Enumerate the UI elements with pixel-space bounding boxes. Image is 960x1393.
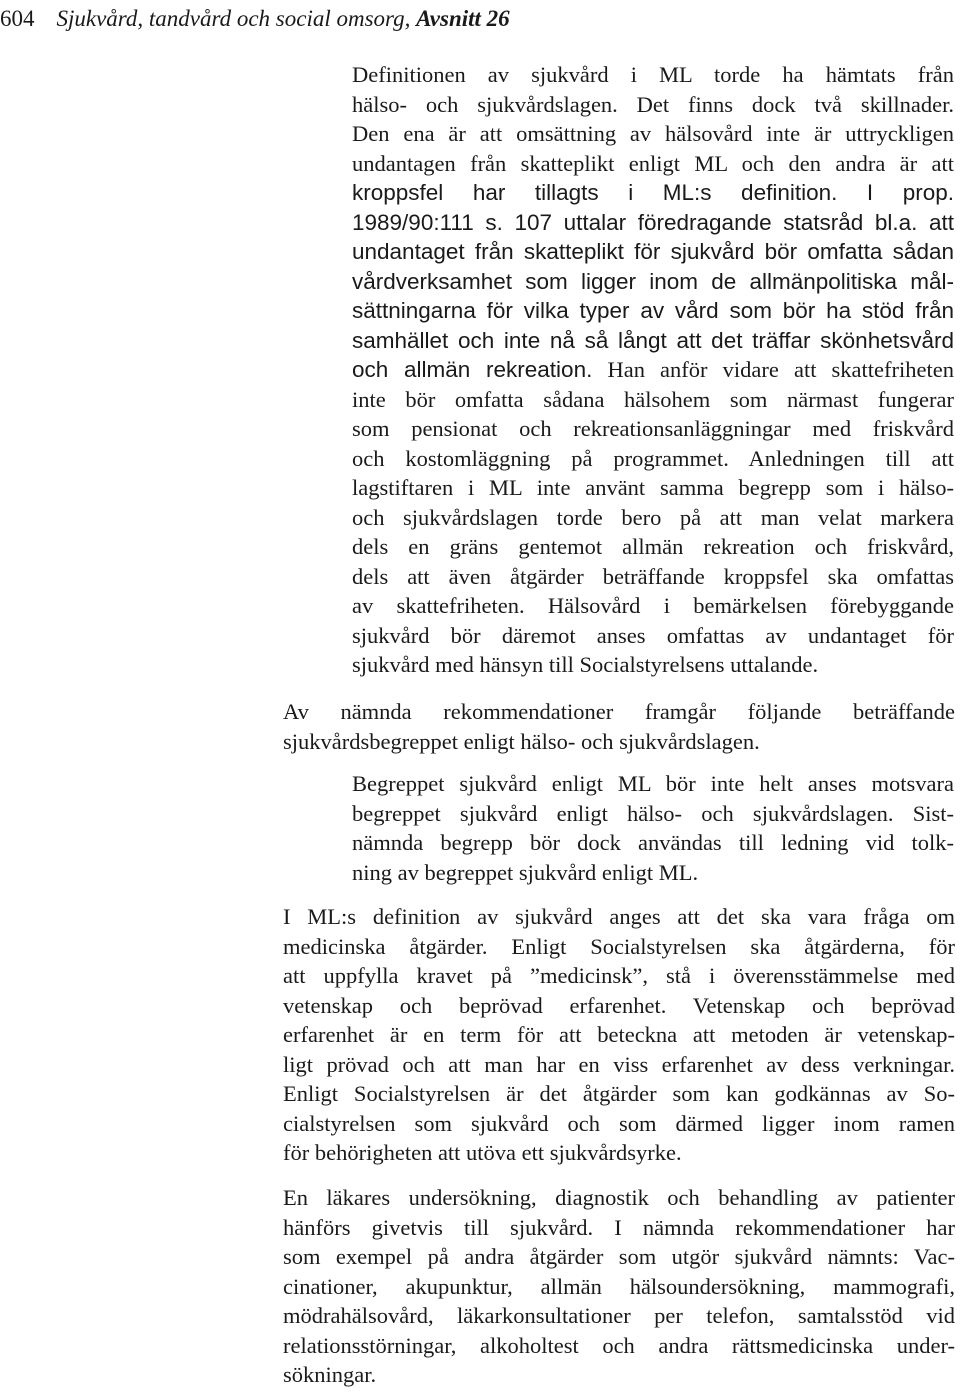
- text-line: [352, 650, 954, 680]
- text-segment: som pensionat och rekreationsanläggningar med friskvård: [352, 416, 954, 441]
- text-segment: Den ena är att omsättning av hälsovård inte är uttryckligen: [352, 121, 954, 146]
- text-line: [283, 1138, 955, 1168]
- text-line: [352, 828, 954, 858]
- text-line: [283, 961, 955, 991]
- text-line: [283, 727, 955, 757]
- text-line: [352, 769, 954, 799]
- text-line: [352, 473, 954, 503]
- text-segment: sjukvårdsbegreppet enligt hälso- och sjukvårdslagen.: [283, 728, 760, 754]
- text-segment: samhället och inte nå så långt att det träffar skönhetsvård: [352, 327, 954, 353]
- text-segment: erfarenhet är en term för att beteckna att metoden är vetenskap-: [283, 1022, 955, 1047]
- text-segment: nämnda begrepp bör dock användas till ledning vid tolk-: [352, 830, 954, 855]
- indented-quote-1: [352, 60, 954, 680]
- text-line: [283, 1272, 955, 1302]
- text-segment: och allmän rekreation.: [352, 357, 593, 382]
- text-line: [352, 326, 954, 356]
- text-segment: relationsstörningar, alkoholtest och andra rättsmedicinska under-: [283, 1332, 955, 1358]
- text-segment: för behörigheten att utöva ett sjukvårdsyrke.: [283, 1140, 682, 1165]
- text-segment: vårdverksamhet som ligger inom de allmänpolitiska mål-: [352, 268, 954, 294]
- chapter-title: Sjukvård, tandvård och social omsorg,: [56, 6, 411, 31]
- text-segment: medicinska åtgärder. Enligt Socialstyrelsen ska åtgärderna, för: [283, 933, 955, 959]
- text-segment: ning av begreppet sjukvård enligt ML.: [352, 859, 699, 885]
- text-segment: dels att även åtgärder beträffande kroppsfel ska omfattas: [352, 563, 954, 589]
- text-segment: och kostomläggning på programmet.: [352, 445, 729, 471]
- text-line: [352, 858, 954, 888]
- text-segment: 1989/90:111 s. 107 uttalar föredragande statsråd bl.a. att: [352, 209, 954, 235]
- text-segment: Begreppet sjukvård enligt ML bör inte helt anses motsvara: [352, 771, 954, 796]
- text-segment: sjukvård med hänsyn till Socialstyrelsens uttalande.: [352, 652, 819, 677]
- text-segment: undantagen från skatteplikt enligt ML och den andra är att: [352, 150, 954, 176]
- paragraph-1: [283, 697, 955, 756]
- text-segment: ligt prövad och att man har en viss erfarenhet av dess verkningar.: [283, 1051, 955, 1077]
- page-header: [0, 4, 510, 34]
- text-line: [352, 532, 954, 562]
- text-line: [352, 799, 954, 829]
- text-segment: att uppfylla kravet på ”medicinsk”, stå i överensstämmelse med: [283, 963, 955, 988]
- text-segment: Han anför vidare att skattefriheten: [592, 357, 954, 382]
- text-segment: En läkares undersökning, diagnostik och behandling av patienter: [283, 1185, 955, 1210]
- text-line: [283, 1301, 955, 1331]
- text-line: [283, 1213, 955, 1243]
- text-segment: hälso- och sjukvårdslagen. Det finns dock två skillnader.: [352, 91, 954, 117]
- text-segment: undantaget från skatteplikt för sjukvård bör omfatta sådan: [352, 239, 954, 264]
- paragraph-3: [283, 1183, 955, 1390]
- text-segment: vetenskap och beprövad erfarenhet. Vetenskap och beprövad: [283, 992, 955, 1018]
- text-segment: Definitionen av sjukvård i ML torde ha hämtats från: [352, 62, 954, 87]
- text-segment: som exempel på andra åtgärder som utgör sjukvård nämnts: Vac-: [283, 1244, 955, 1269]
- text-line: [283, 932, 955, 962]
- text-line: [352, 208, 954, 238]
- text-segment: och sjukvårdslagen torde bero på att man velat markera: [352, 504, 954, 530]
- text-segment: inte bör omfatta sådana hälsohem som närmast fungerar: [352, 386, 954, 412]
- text-line: [352, 237, 954, 267]
- text-segment: mödrahälsovård, läkarkonsultationer per telefon, samtalsstöd vid: [283, 1303, 955, 1328]
- text-segment: Av nämnda rekommendationer framgår följande beträffande: [283, 699, 955, 724]
- text-line: [352, 591, 954, 621]
- text-line: [352, 149, 954, 179]
- text-segment: hänförs givetvis till sjukvård. I nämnda rekommendationer har: [283, 1214, 955, 1240]
- text-segment: lagstiftaren i ML inte använt samma begrepp som i hälso-: [352, 475, 954, 500]
- text-line: [283, 1242, 955, 1272]
- text-line: [352, 178, 954, 208]
- text-segment: av skattefriheten. Hälsovård i bemärkelsen förebyggande: [352, 593, 954, 618]
- text-line: [352, 119, 954, 149]
- text-line: [283, 697, 955, 727]
- text-segment: I ML:s definition av sjukvård anges att det ska vara fråga om: [283, 904, 955, 929]
- text-segment: sjukvård bör däremot anses omfattas av undantaget för: [352, 622, 954, 648]
- text-segment: Enligt Socialstyrelsen är det åtgärder som kan godkännas av So-: [283, 1081, 955, 1106]
- text-segment: begreppet sjukvård enligt hälso- och sjukvårdslagen. Sist-: [352, 800, 954, 826]
- indented-quote-2: [352, 769, 954, 887]
- text-segment: cialstyrelsen som sjukvård och som därmed ligger inom ramen: [283, 1110, 955, 1136]
- text-segment: kroppsfel har tillagts i ML:s definition. I prop.: [352, 180, 954, 205]
- text-line: [283, 1050, 955, 1080]
- text-line: [352, 60, 954, 90]
- text-line: [283, 1109, 955, 1139]
- text-segment: dels en gräns gentemot allmän rekreation och friskvård,: [352, 534, 954, 559]
- text-line: [352, 90, 954, 120]
- text-line: [283, 1360, 955, 1390]
- text-line: [283, 1020, 955, 1050]
- text-line: [283, 902, 955, 932]
- text-line: [352, 444, 954, 474]
- section-label: Avsnitt 26: [416, 6, 510, 31]
- text-line: [352, 296, 954, 326]
- text-line: [352, 355, 954, 385]
- text-segment: sökningar.: [283, 1362, 377, 1387]
- text-line: [352, 621, 954, 651]
- paragraph-2: [283, 902, 955, 1168]
- text-line: [283, 1331, 955, 1361]
- text-line: [352, 385, 954, 415]
- page-number: 604: [0, 6, 35, 31]
- text-segment: sättningarna för vilka typer av vård som bör ha stöd från: [352, 298, 954, 323]
- text-line: [283, 1079, 955, 1109]
- text-segment: Anledningen till att: [728, 445, 955, 471]
- text-segment: cinationer, akupunktur, allmän hälsoundersökning, mammografi,: [283, 1273, 955, 1299]
- text-line: [283, 991, 955, 1021]
- text-line: [352, 414, 954, 444]
- text-line: [283, 1183, 955, 1213]
- text-line: [352, 562, 954, 592]
- text-line: [352, 267, 954, 297]
- text-line: [352, 503, 954, 533]
